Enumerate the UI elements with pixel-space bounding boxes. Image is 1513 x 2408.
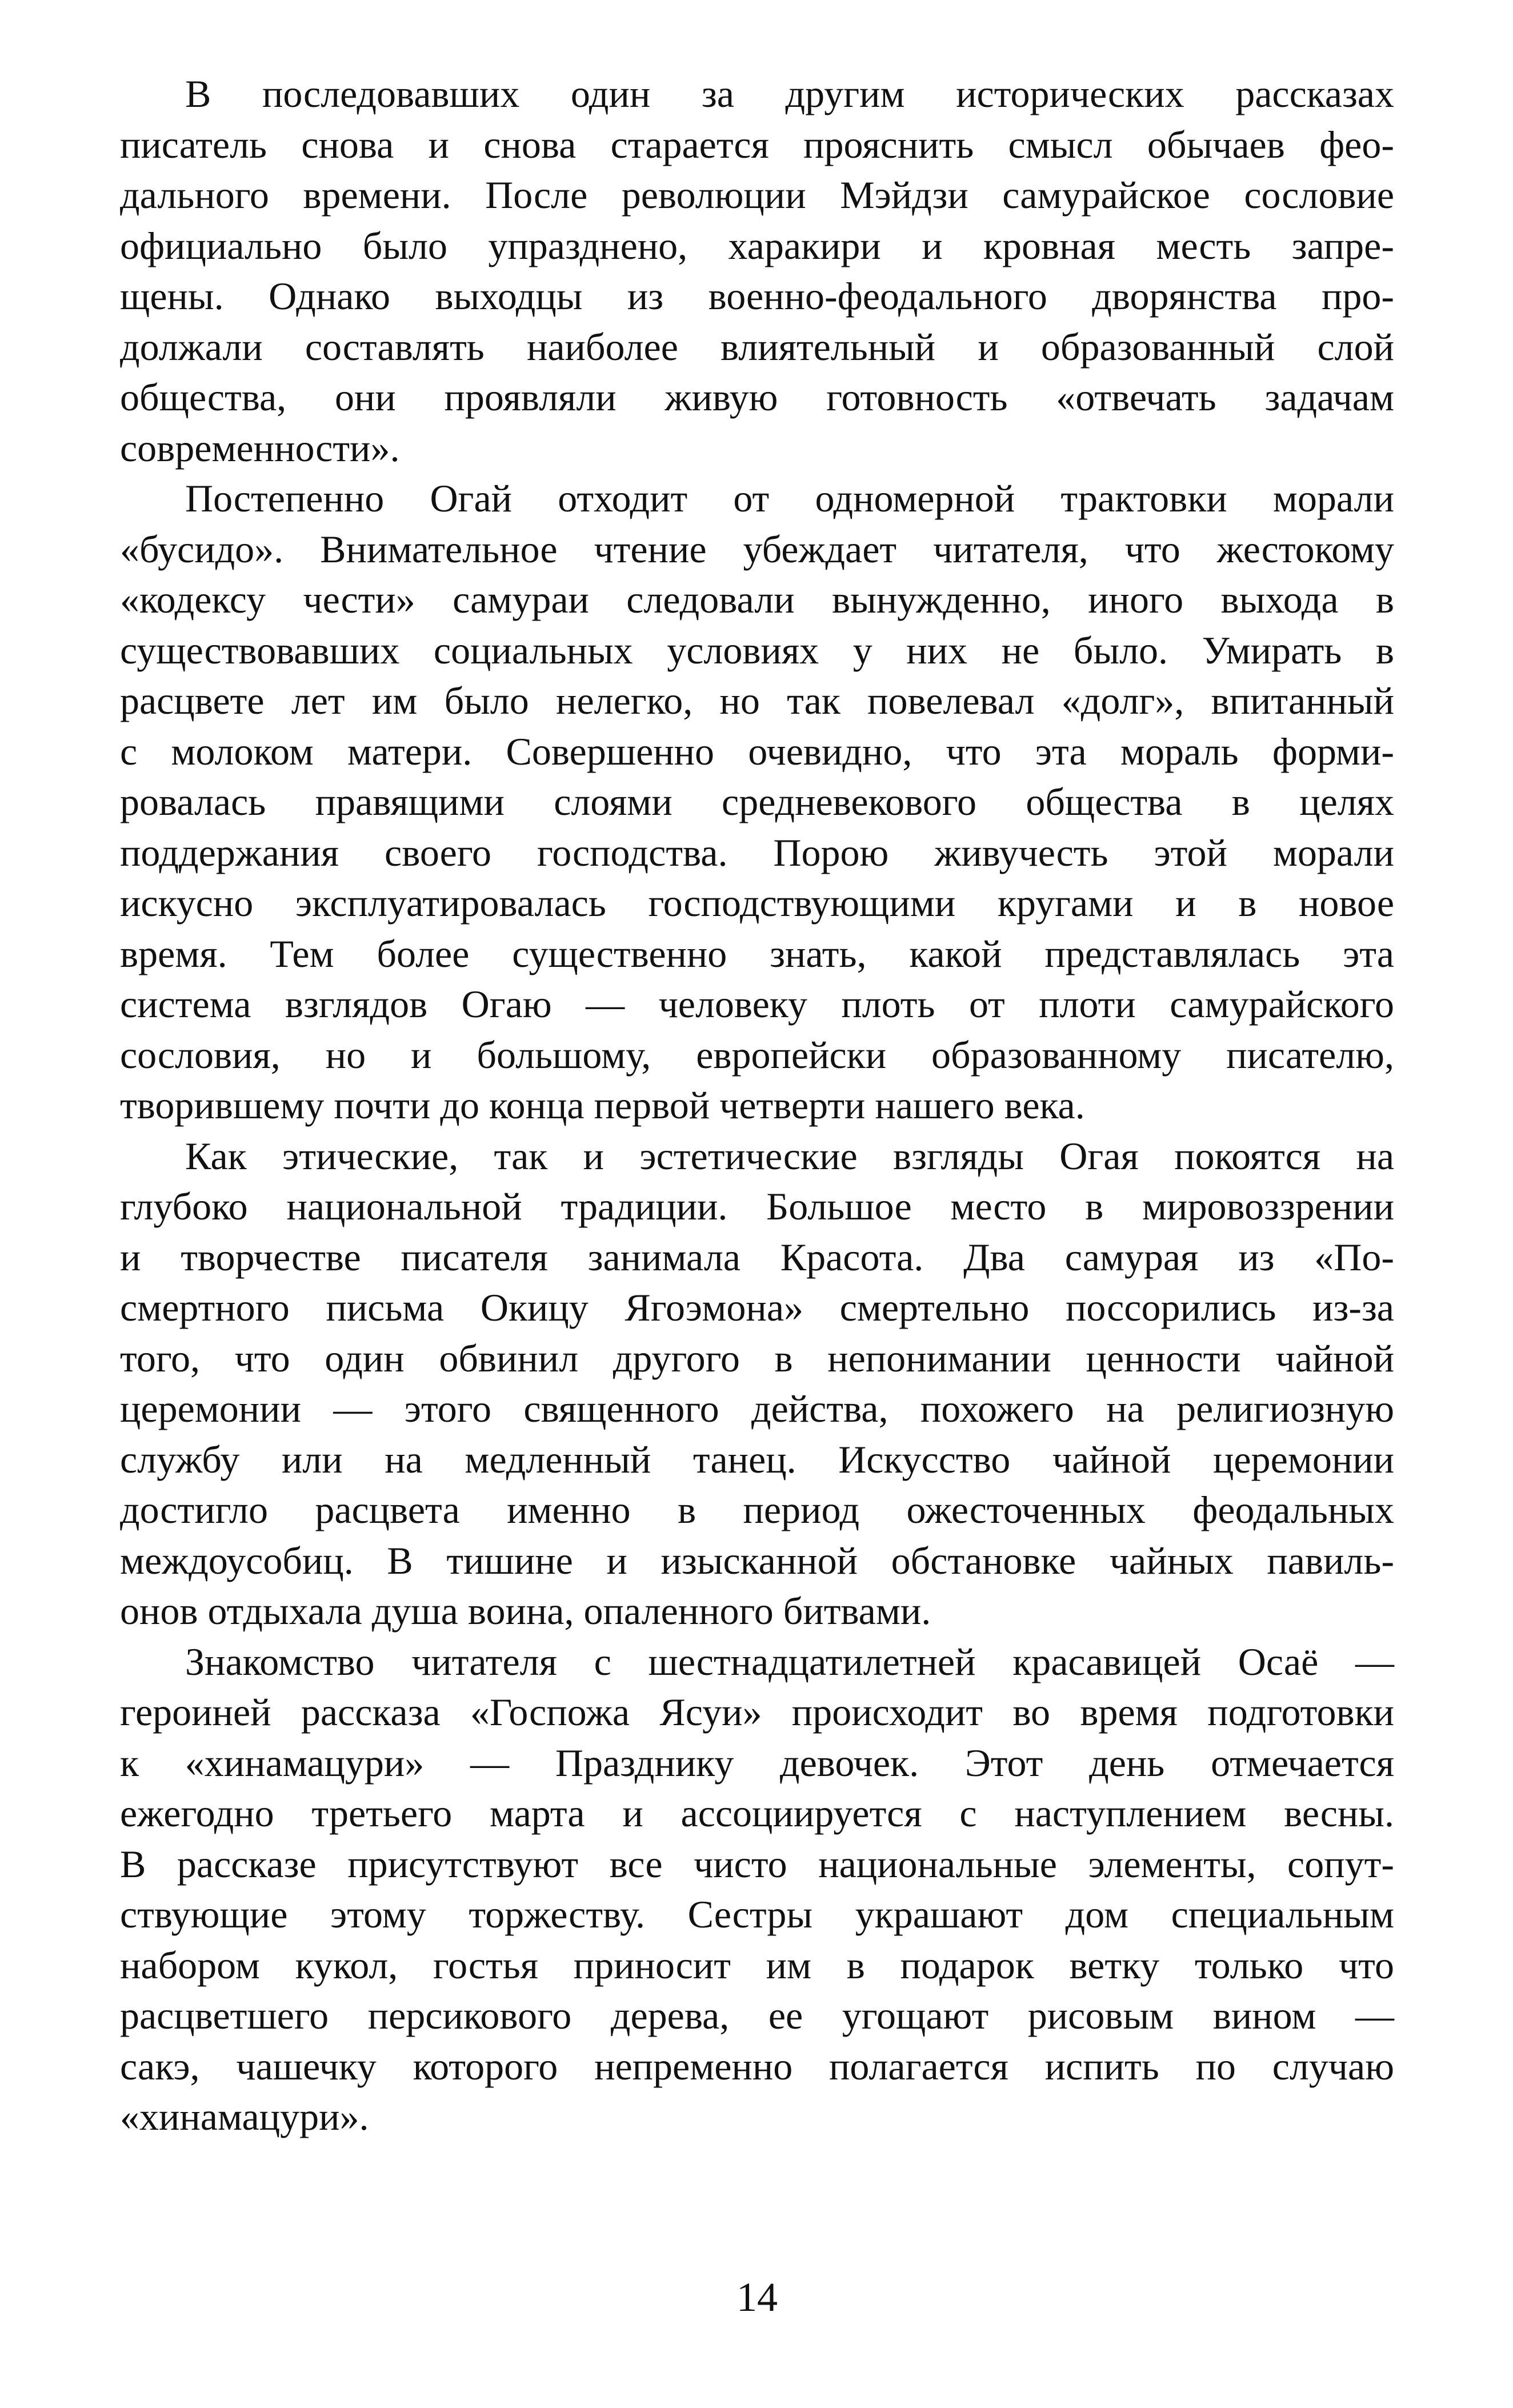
paragraph-2: [120, 473, 1394, 1131]
paragraph-1: [120, 69, 1394, 473]
text-line: и творчестве писателя занимала Красота. Два самурая из «По-: [120, 1235, 1394, 1279]
text-line: набором кукол, гостья приносит им в подарок ветку только что: [120, 1943, 1394, 1987]
text-line: Постепенно Огай отходит от одномерной трактовки морали: [185, 477, 1394, 520]
text-line: существовавших социальных условиях у них не было. Умирать в: [120, 628, 1394, 672]
text-line: щены. Однако выходцы из военно-феодального дворянства про-: [120, 274, 1394, 318]
text-line: ежегодно третьего марта и ассоциируется с наступлением весны.: [120, 1791, 1394, 1835]
text-line: общества, они проявляли живую готовность «отвечать задачам: [120, 375, 1394, 419]
text-line: того, что один обвинил другого в непонимании ценности чайной: [120, 1336, 1394, 1380]
text-line: ровалась правящими слоями средневекового общества в целях: [120, 780, 1394, 823]
text-line: система взглядов Огаю — человеку плоть от плоти самурайского: [120, 982, 1394, 1026]
text-line: должали составлять наиболее влиятельный и образованный слой: [120, 325, 1394, 369]
text-line: дального времени. После революции Мэйдзи самурайское сословие: [120, 173, 1394, 217]
text-line: «бусидо». Внимательное чтение убеждает читателя, что жестокому: [120, 527, 1394, 571]
text-line: официально было упразднено, харакири и кровная месть запре-: [120, 223, 1394, 267]
text-line: ствующие этому торжеству. Сестры украшают дом специальным: [120, 1893, 1394, 1936]
text-line: «хинамацури».: [120, 2095, 369, 2138]
text-line: службу или на медленный танец. Искусство чайной церемонии: [120, 1437, 1394, 1481]
text-line: расцветшего персикового дерева, ее угощают рисовым вином —: [120, 1994, 1394, 2037]
text-line: сакэ, чашечку которого непременно полагается испить по случаю: [120, 2044, 1394, 2088]
text-line: писатель снова и снова старается прояснить смысл обычаев фео-: [120, 122, 1394, 166]
text-line: глубоко национальной традиции. Большое место в мировоззрении: [120, 1185, 1394, 1228]
text-line: творившему почти до конца первой четверти нашего века.: [120, 1083, 1085, 1127]
page-number: 14: [737, 2274, 778, 2320]
text-line: к «хинамацури» — Празднику девочек. Этот день отмечается: [120, 1741, 1394, 1785]
text-line: В рассказе присутствуют все чисто национальные элементы, сопут-: [120, 1842, 1394, 1886]
text-line: смертного письма Окицу Ягоэмона» смертельно поссорились из-за: [120, 1286, 1394, 1329]
paragraph-3: [120, 1131, 1394, 1637]
text-line: достигло расцвета именно в период ожесточенных феодальных: [120, 1488, 1394, 1531]
text-line: церемонии — этого священного действа, похожего на религиозную: [120, 1387, 1394, 1430]
text-line: поддержания своего господства. Порою живучесть этой морали: [120, 830, 1394, 874]
text-line: современности».: [120, 426, 400, 470]
text-line: онов отдыхала душа воина, опаленного битвами.: [120, 1589, 931, 1633]
paragraph-4: [120, 1637, 1394, 2142]
text-line: героиней рассказа «Госпожа Ясуи» происходит во время подготовки: [120, 1690, 1394, 1734]
text-line: расцвете лет им было нелегко, но так повелевал «долг», впитанный: [120, 679, 1394, 722]
text-line: искусно эксплуатировалась господствующими кругами и в новое: [120, 881, 1394, 925]
text-line: «кодексу чести» самураи следовали вынужденно, иного выхода в: [120, 578, 1394, 621]
text-line: Знакомство читателя с шестнадцатилетней красавицей Осаё —: [185, 1639, 1394, 1683]
text-line: В последовавших один за другим исторических рассказах: [185, 72, 1394, 115]
text-line: время. Тем более существенно знать, какой представлялась эта: [120, 931, 1394, 975]
book-page: [120, 69, 1394, 2343]
text-line: Как этические, так и эстетические взгляды Огая покоятся на: [185, 1134, 1394, 1178]
text-line: сословия, но и большому, европейски образованному писателю,: [120, 1033, 1394, 1077]
body-text: [120, 69, 1394, 2142]
text-line: с молоком матери. Совершенно очевидно, что эта мораль форми-: [120, 729, 1394, 773]
text-line: междоусобиц. В тишине и изысканной обстановке чайных павиль-: [120, 1538, 1394, 1582]
